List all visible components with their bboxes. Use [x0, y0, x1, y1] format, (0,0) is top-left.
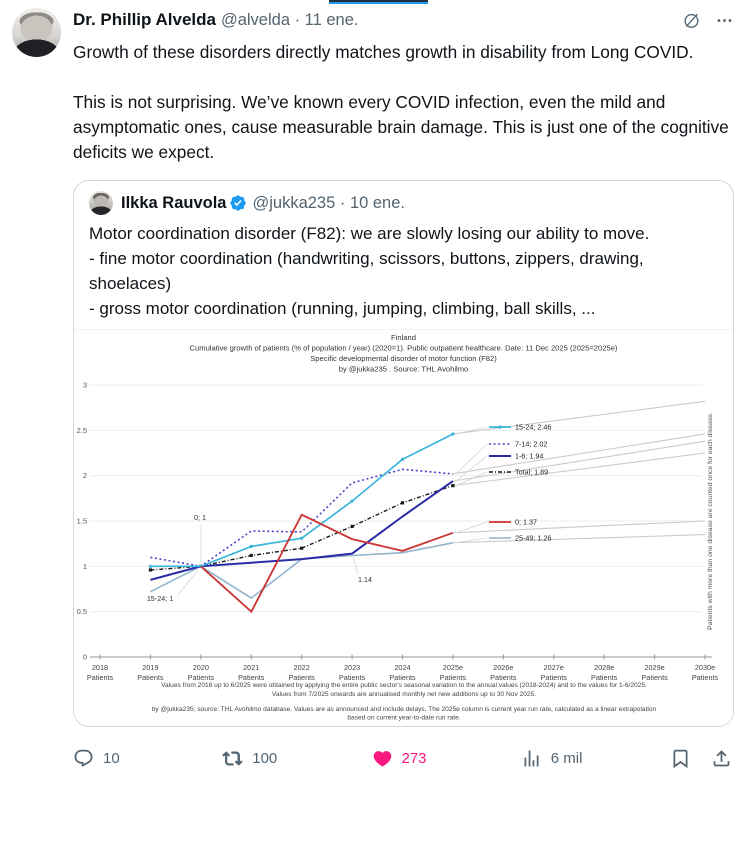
svg-text:25-49; 1.26: 25-49; 1.26: [515, 533, 552, 543]
repost-count: 100: [252, 749, 278, 767]
repost-icon: [222, 748, 243, 769]
svg-text:Values from 2018 up to 6/2025: Values from 2018 up to 6/2025 were obtained by applying the entire public sector's seasonal variation to the annual values (2018-2024) and to the values for 1-6/2025.: [161, 682, 647, 689]
svg-text:2028e: 2028e: [594, 663, 615, 672]
svg-text:2025e: 2025e: [442, 663, 464, 672]
bookmark-icon[interactable]: [670, 748, 691, 769]
svg-text:Patients: Patients: [187, 673, 215, 682]
svg-text:1.14: 1.14: [358, 575, 372, 584]
tweet-paragraph-1: Growth of these disorders directly matches growth in disability from Long COVID.: [73, 42, 694, 62]
svg-text:Patients: Patients: [590, 673, 618, 682]
like-icon-filled: [372, 748, 393, 769]
like-button[interactable]: [372, 748, 521, 769]
svg-text:Patients: Patients: [540, 673, 567, 682]
quoted-author-avatar[interactable]: [89, 191, 113, 215]
quoted-author-meta[interactable]: @jukka235 · 10 ene.: [252, 193, 405, 212]
views-button[interactable]: [521, 748, 670, 769]
share-icon[interactable]: [711, 748, 732, 769]
quoted-author-name[interactable]: Ilkka Rauvola: [121, 193, 227, 212]
reply-button[interactable]: [73, 748, 222, 769]
svg-text:1: 1: [82, 561, 87, 571]
engagement-bar: [73, 739, 734, 777]
svg-text:7-14; 2.02: 7-14; 2.02: [515, 439, 548, 449]
svg-text:Finland: Finland: [391, 333, 416, 342]
author-meta[interactable]: @alvelda · 11 ene.: [220, 10, 359, 29]
quoted-media-chart[interactable]: [74, 329, 733, 726]
svg-text:2018: 2018: [91, 663, 109, 672]
quoted-tweet-card[interactable]: [73, 180, 734, 727]
reply-icon: [73, 748, 94, 769]
views-count: 6 mil: [550, 749, 583, 767]
svg-text:Patients: Patients: [137, 673, 164, 682]
svg-text:2022: 2022: [293, 663, 310, 672]
engagement-right: [670, 748, 732, 769]
svg-text:1.5: 1.5: [76, 516, 87, 526]
svg-text:2030e: 2030e: [694, 663, 716, 672]
svg-text:Patients: Patients: [691, 673, 719, 682]
svg-text:Patients: Patients: [389, 673, 416, 682]
verified-badge-icon: [229, 194, 247, 212]
svg-text:2023: 2023: [343, 663, 361, 672]
repost-button[interactable]: [222, 748, 371, 769]
svg-text:2024: 2024: [394, 663, 411, 672]
chart-svg: [74, 330, 733, 726]
svg-text:3: 3: [82, 380, 87, 390]
svg-text:2021: 2021: [243, 663, 260, 672]
svg-text:0; 1: 0; 1: [194, 513, 206, 522]
quoted-line-2: - fine motor coordination (handwriting, scissors, buttons, zippers, drawing, shoelaces): [89, 249, 644, 293]
svg-text:2029e: 2029e: [644, 663, 665, 672]
svg-text:2.5: 2.5: [76, 425, 87, 435]
reply-count: 10: [103, 749, 120, 767]
svg-text:Cumulative growth of patients: Cumulative growth of patients (% of population / year) (2020=1). Public outpatient healthcare. Date: 11 Dec 2025 (2025=2025e): [189, 343, 618, 353]
like-count: 273: [401, 749, 427, 767]
svg-text:Values from 7/2025 onwards are: Values from 7/2025 onwards are annualised monthly net new additions up to 30 Nov 2025.: [271, 691, 537, 698]
grok-icon[interactable]: [682, 11, 701, 30]
svg-text:by @jukka235 . Source: THL Avo: by @jukka235 . Source: THL Avohilmo: [338, 364, 469, 374]
svg-text:by @jukka235; source: THL Avoh: by @jukka235; source: THL Avohilmo database. Values are as announced and include delays. The 2025e column is current year run rate, calculated as a linear extrapolation: [151, 706, 657, 713]
svg-text:0.5: 0.5: [76, 607, 87, 617]
svg-text:2027e: 2027e: [543, 663, 564, 672]
more-icon[interactable]: [715, 11, 734, 30]
svg-text:2: 2: [82, 471, 87, 481]
svg-text:Patients: Patients: [338, 673, 366, 682]
svg-text:2019: 2019: [142, 663, 159, 672]
svg-text:Patients: Patients: [238, 673, 265, 682]
svg-text:0: 0: [82, 652, 87, 662]
svg-text:Patients with more than one di: Patients with more than one disease are counted once for each disease.: [707, 412, 714, 630]
author-name[interactable]: Dr. Phillip Alvelda: [73, 10, 216, 29]
svg-text:Patients: Patients: [439, 673, 467, 682]
avatar-column: [12, 8, 61, 777]
quoted-tweet-header: [89, 191, 718, 215]
svg-text:based on current year-to-date: based on current year-to-date run rate.: [347, 714, 461, 722]
author-avatar[interactable]: [12, 8, 61, 57]
quoted-line-3: - gross motor coordination (running, jumping, climbing, ball skills, ...: [89, 299, 596, 318]
top-edge-artifact: [329, 0, 428, 4]
svg-text:Total; 1.89: Total; 1.89: [515, 467, 549, 477]
svg-text:15-24; 1: 15-24; 1: [146, 594, 174, 603]
header-actions: [682, 11, 734, 30]
svg-text:1-6; 1.94: 1-6; 1.94: [515, 451, 544, 461]
tweet-text: [73, 40, 734, 165]
svg-text:Patients: Patients: [288, 673, 315, 682]
svg-text:Patients: Patients: [641, 673, 668, 682]
quoted-tweet-text: [89, 221, 718, 329]
svg-text:Patients: Patients: [86, 673, 114, 682]
views-icon: [521, 748, 542, 769]
svg-text:Specific developmental disorde: Specific developmental disorder of motor function (F82): [310, 354, 497, 363]
svg-text:2026e: 2026e: [493, 663, 514, 672]
svg-text:0; 1.37: 0; 1.37: [515, 517, 537, 527]
tweet-header: [73, 8, 734, 32]
svg-text:15-24; 2.46: 15-24; 2.46: [515, 422, 552, 432]
tweet-content: [73, 8, 734, 777]
svg-text:2020: 2020: [192, 663, 209, 672]
tweet-paragraph-2: This is not surprising. We’ve known every COVID infection, even the mild and asymptomatic ones, cause measurable brain damage. This is just one of the cognitive deficits we expect.: [73, 92, 729, 162]
svg-text:Patients: Patients: [490, 673, 517, 682]
quoted-line-1: Motor coordination disorder (F82): we are slowly losing our ability to move.: [89, 224, 650, 243]
